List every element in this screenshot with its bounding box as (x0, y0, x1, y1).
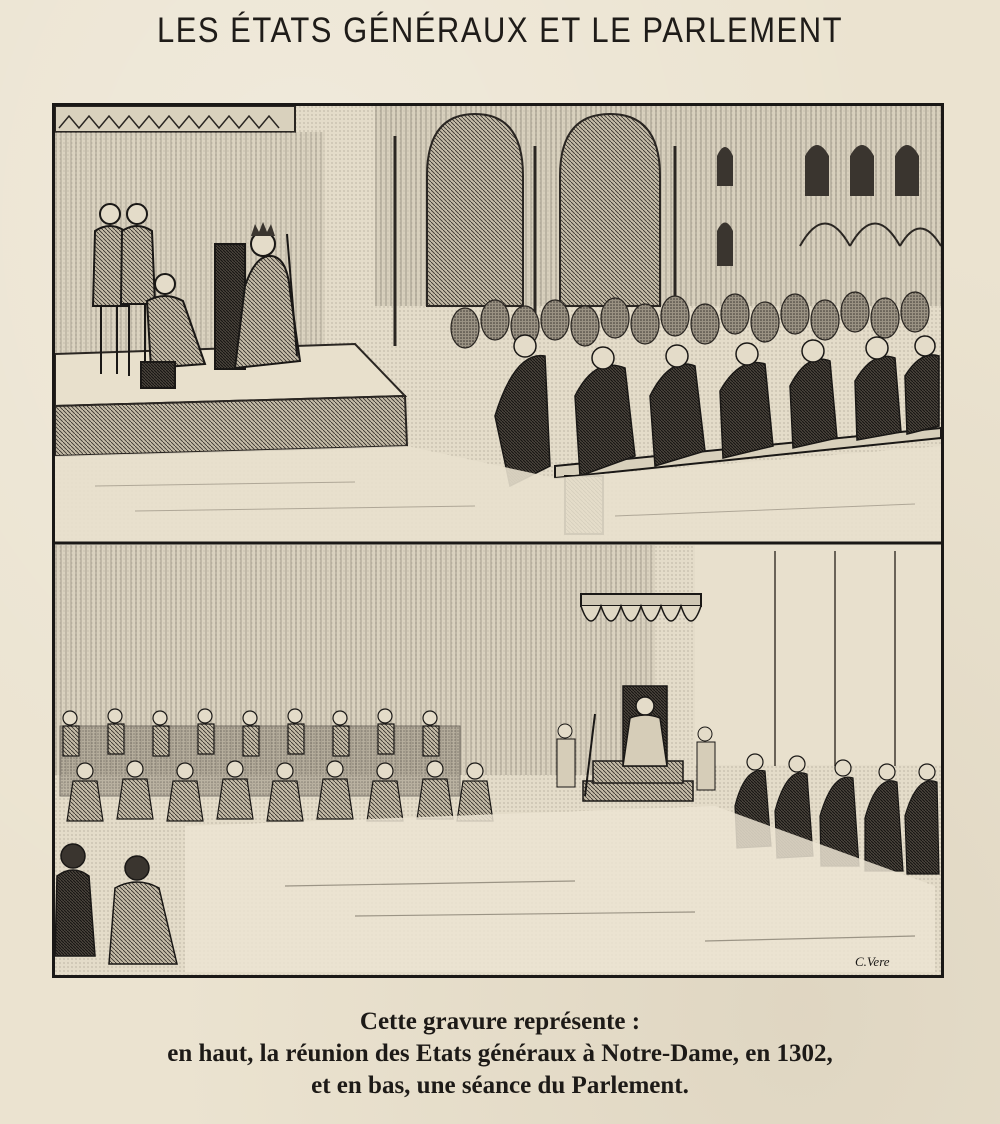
engraving-caption (0, 1006, 1000, 1102)
engraver-signature: C.Vere (855, 954, 890, 969)
parliament-members-left (60, 709, 493, 821)
page-title: LES ÉTATS GÉNÉRAUX ET LE PARLEMENT (156, 10, 844, 51)
top-scene-states-general (55, 106, 941, 542)
caption-line-1: Cette gravure représente : (359, 1008, 641, 1035)
bottom-scene-parliament (55, 545, 941, 975)
engraving-illustration (52, 103, 944, 978)
caption-line-2: en haut, la réunion des Etats généraux à Notre-Dame, en 1302, (167, 1040, 833, 1067)
king-on-throne (215, 222, 300, 369)
caption-line-3: et en bas, une séance du Parlement. (311, 1072, 689, 1099)
